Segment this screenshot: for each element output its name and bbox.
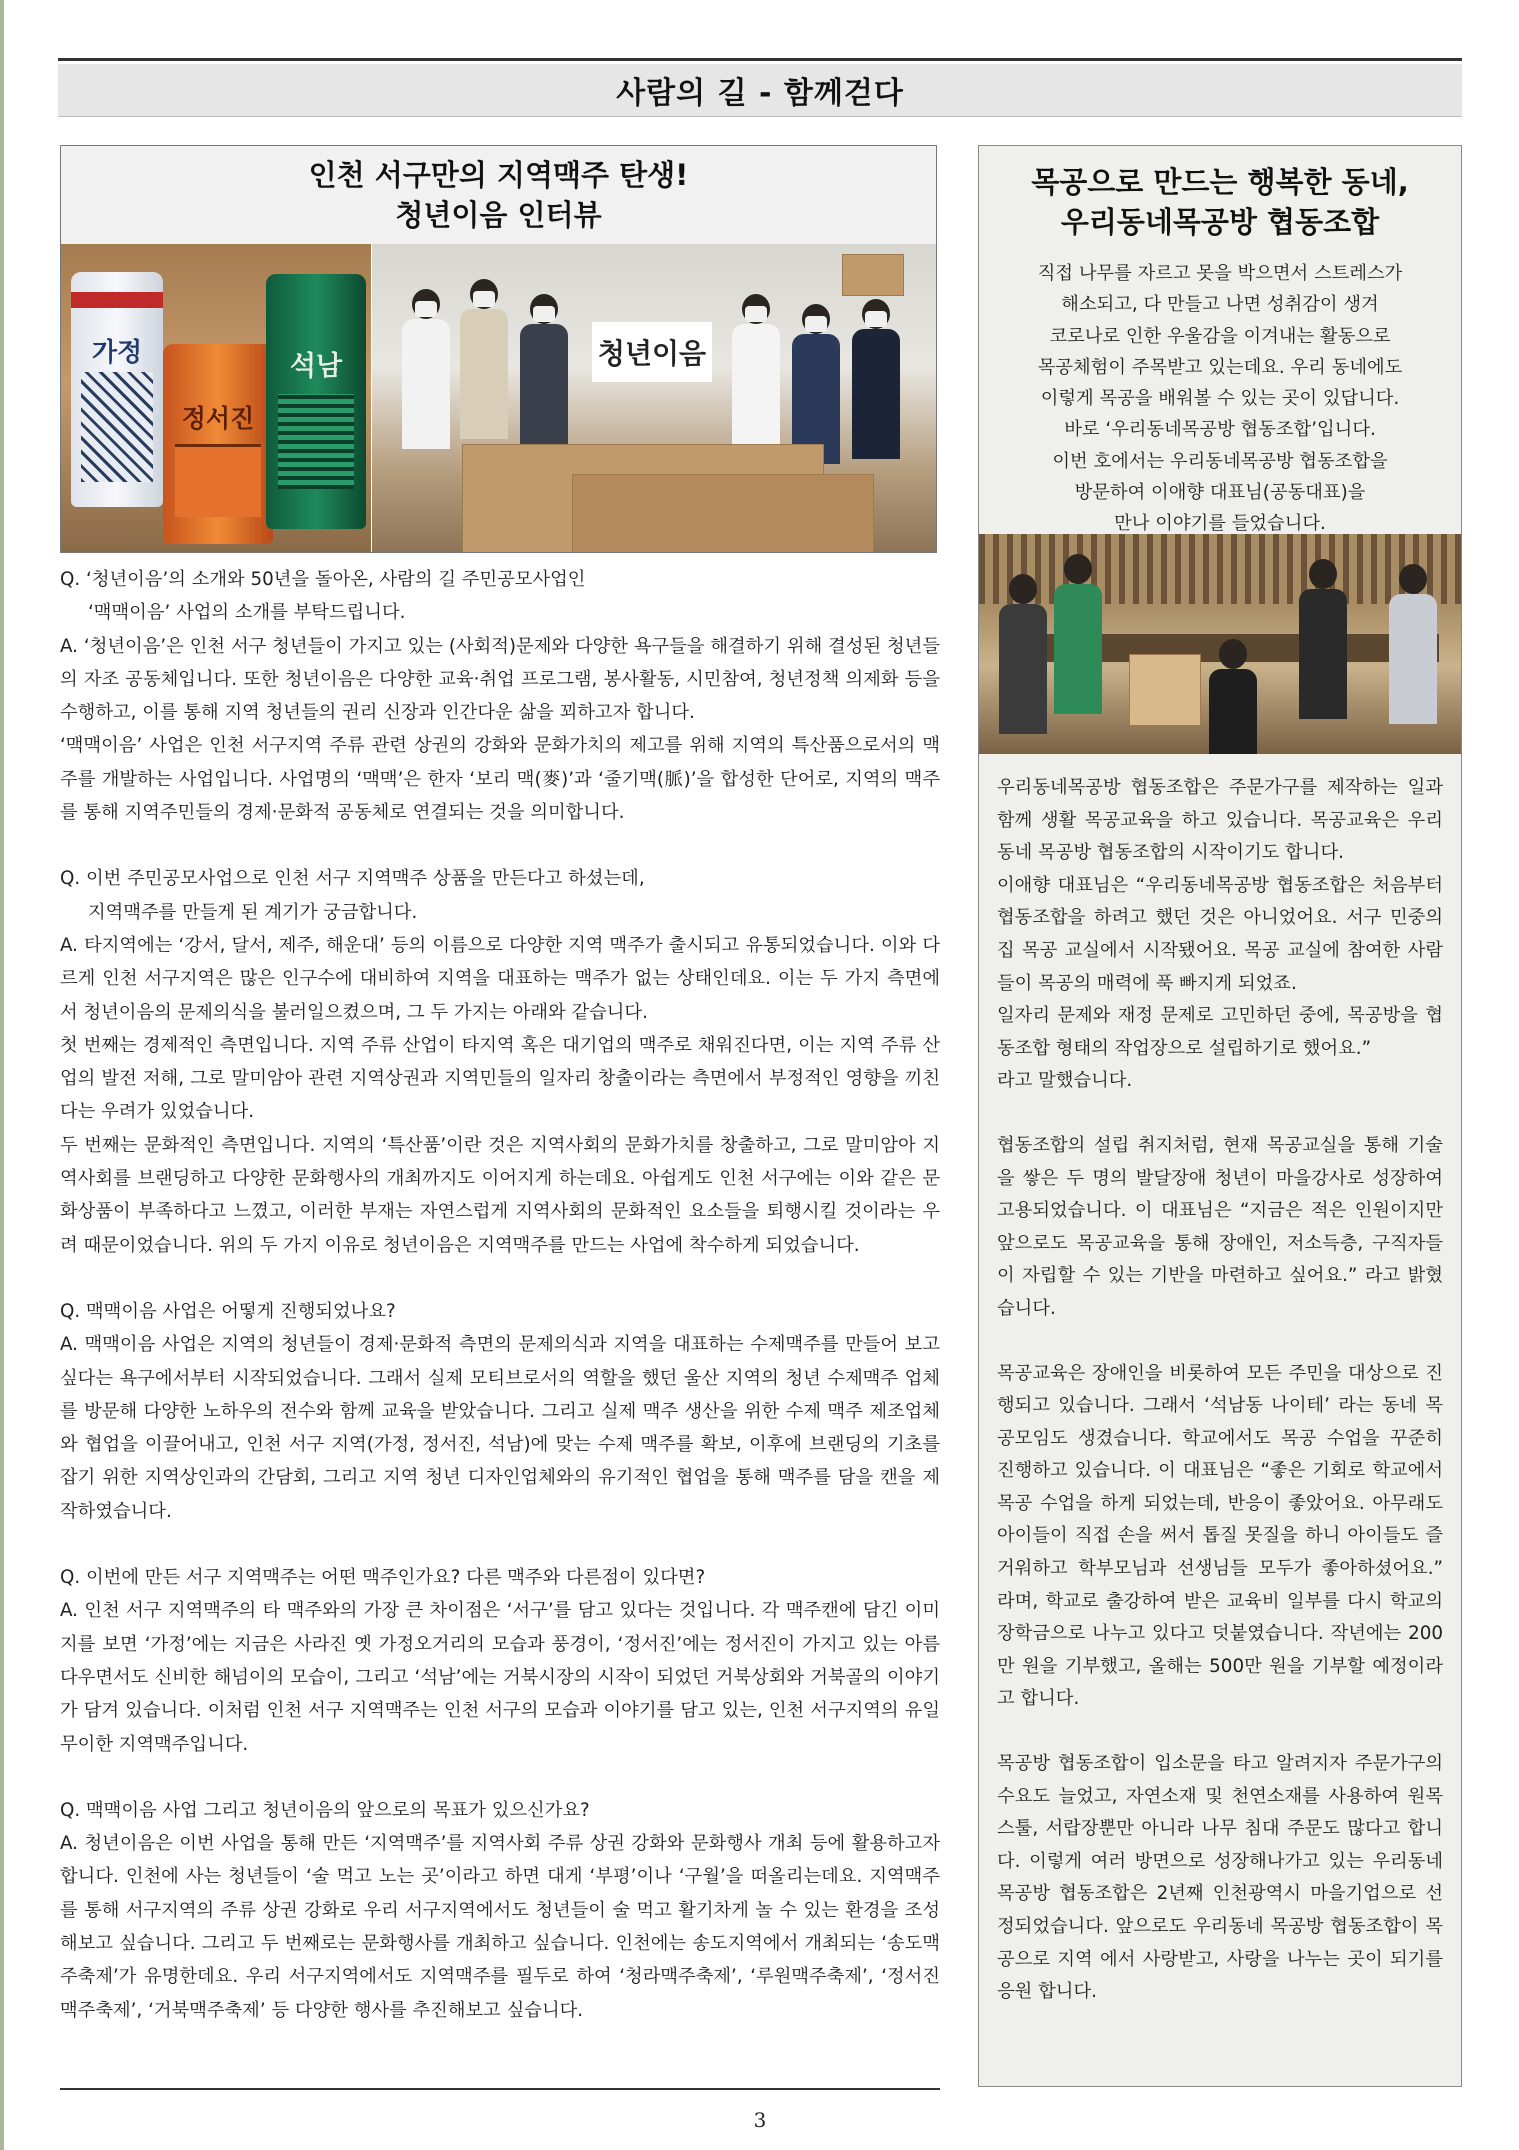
paragraph: 일자리 문제와 재정 문제로 고민하던 중에, 목공방을 협동조합 형태의 작업장으로 설립하기로 했어요.” <box>997 1005 1443 1059</box>
paragraph: ‘맥맥이음’ 사업의 소개를 부탁드립니다. <box>88 602 406 624</box>
footer-rule <box>60 2088 940 2090</box>
right-article-box <box>978 145 1462 2087</box>
paragraph: ‘맥맥이음’ 사업은 인천 서구지역 주류 관련 상권의 강화와 문화가치의 제고를 위해 지역의 특산품으로서의 맥주를 개발하는 사업입니다. 사업명의 ‘맥맥’은 한자 ‘보리 맥(麥)’과 ‘줄기맥(脈)’을 합성한 단어로, 지역의 맥주를 통해 지역주민들의 경제·문화적 공동체로 연결되는 것을 의미합니다. <box>60 735 940 824</box>
can-seoknam <box>266 274 366 529</box>
person <box>1054 554 1102 714</box>
spacer <box>60 829 940 862</box>
person <box>460 279 508 439</box>
intro-line: 해소되고, 다 만들고 나면 성취감이 생겨 <box>1061 294 1379 316</box>
person <box>732 294 780 454</box>
spacer <box>997 1098 1443 1130</box>
paragraph: 협동조합의 설립 취지처럼, 현재 목공교실을 통해 기술을 쌓은 두 명의 발달장애 청년이 마을강사로 성장하여 고용되었습니다. 이 대표님은 “지금은 적은 인원이지만 앞으로도 목공교육을 통해 장애인, 저소득층, 구직자들이 자립할 수 있는 기반을 마련하고 싶어요.” 라고 밝혔습니다. <box>997 1134 1443 1319</box>
section-title: 사람의 길 - 함께걷다 <box>616 76 904 111</box>
spacer <box>997 1326 1443 1358</box>
paragraph: 이애향 대표님은 “우리동네목공방 협동조합은 처음부터 협동조합을 하려고 했던 것은 아니었어요. 서구 민중의 집 목공 교실에서 시작됐어요. 목공 교실에 참여한 사람들이 목공의 매력에 푹 빠지게 되었죠. <box>997 874 1443 994</box>
woodworking-class-photo <box>979 534 1461 754</box>
paragraph: 우리동네목공방 협동조합은 주문가구를 제작하는 일과 함께 생활 목공교육을 하고 있습니다. 목공교육은 우리동네 목공방 협동조합의 시작이기도 합니다. <box>997 777 1443 864</box>
intro-line: 목공체험이 주목받고 있는데요. 우리 동네에도 <box>1037 356 1403 378</box>
intro-line: 이번 호에서는 우리동네목공방 협동조합을 <box>1052 450 1388 472</box>
paragraph: Q. 맥맥이음 사업은 어떻게 진행되었나요? <box>60 1300 396 1322</box>
left-article-title <box>61 146 936 244</box>
paragraph: Q. 이번 주민공모사업으로 인천 서구 지역맥주 상품을 만든다고 하셨는데, <box>60 868 645 890</box>
paragraph: 두 번째는 문화적인 측면입니다. 지역의 ‘특산품’이란 것은 지역사회의 문화가치를 창출하고, 그로 말미암아 지역사회를 브랜딩하고 다양한 문화행사의 개최까지도 이어지게 하는데요. 아쉽게도 인천 서구에는 이와 같은 문화상품이 부족하다고 느꼈고, 이러한 부재는 자연스럽게 지역사회의 문화적인 요소들을 퇴행시킬 것이라는 우려 때문이었습니다. 위의 두 가지 이유로 청년이음은 지역맥주를 만드는 사업에 착수하게 되었습니다. <box>60 1134 940 1256</box>
paragraph: A. ‘청년이음’은 인천 서구 청년들이 가지고 있는 (사회적)문제와 다양한 욕구들을 해결하기 위해 결성된 청년들의 자조 공동체입니다. 또한 청년이음은 다양한 교육·취업 프로그램, 봉사활동, 시민참여, 청년정책 의제화 등을 수행하고, 이를 통해 지역 청년들의 권리 신장과 인간다운 삶을 꾀하고자 합니다. <box>60 635 940 724</box>
person <box>402 289 450 449</box>
intro-line: 이렇게 목공을 배워볼 수 있는 곳이 있답니다. <box>1040 388 1400 410</box>
left-title-line-1: 인천 서구만의 지역맥주 탄생! <box>308 158 689 192</box>
section-header <box>58 64 1462 117</box>
left-article-body <box>60 563 940 2027</box>
intro-line: 직접 나무를 자르고 못을 박으면서 스트레스가 <box>1037 263 1403 284</box>
wooden-stool <box>1129 654 1201 726</box>
cheongnyeon-ieum-sign <box>592 322 712 382</box>
sign-text: 청년이음 <box>597 337 707 370</box>
beer-box <box>572 474 874 552</box>
paragraph: A. 청년이음은 이번 사업을 통해 만든 ‘지역맥주’를 지역사회 주류 상권 강화와 문화행사 개최 등에 활용하고자 합니다. 인천에 사는 청년들이 ‘술 먹고 노는 곳’이라고 하면 대게 ‘부평’이나 ‘구월’을 떠올리는데요. 지역맥주를 통해 서구지역의 주류 상권 강화로 우리 서구지역에서도 청년들이 술 먹고 활기차게 놀 수 있는 환경을 조성해보고 싶습니다. 그리고 두 번째로는 문화행사를 개최하고 싶습니다. 인천에는 송도지역에서 개최되는 ‘송도맥주축제’가 유명한데요. 우리 서구지역에서도 지역맥주를 필두로 하여 ‘청라맥주축제’, ‘루원맥주축제’, ‘정서진맥주축제’, ‘거북맥주축제’ 등 다양한 행사를 추진해보고 싶습니다. <box>60 1833 940 2021</box>
right-title-line-2: 우리동네목공방 협동조합 <box>1060 205 1380 239</box>
person <box>520 294 568 454</box>
paragraph: Q. ‘청년이음’의 소개와 50년을 돌아온, 사람의 길 주민공모사업인 <box>60 569 586 590</box>
person <box>792 304 840 464</box>
page-side-strip <box>0 0 4 2150</box>
held-beer-box <box>842 254 904 296</box>
can-label-jeongseojin: 정서진 <box>181 404 255 433</box>
paragraph: 첫 번째는 경제적인 측면입니다. 지역 주류 산업이 타지역 혹은 대기업의 맥주로 채워진다면, 이는 지역 주류 산업의 발전 저해, 그로 말미암아 관련 지역상권과 지역민들의 일자리 창출이라는 측면에서 부정적인 영향을 끼친다는 우려가 있었습니다. <box>60 1034 940 1123</box>
spacer <box>60 1262 940 1295</box>
paragraph: 지역맥주를 만들게 된 계기가 궁금합니다. <box>88 901 418 923</box>
beer-cans-photo <box>61 244 371 552</box>
right-title-line-1: 목공으로 만드는 행복한 동네, <box>1031 165 1409 199</box>
paragraph: 라고 말했습니다. <box>997 1070 1133 1092</box>
right-article-intro <box>979 258 1461 540</box>
person <box>999 574 1047 734</box>
paragraph: Q. 이번에 만든 서구 지역맥주는 어떤 맥주인가요? 다른 맥주와 다른점이 있다면? <box>60 1567 706 1589</box>
can-label-gajeong: 가정 <box>91 338 143 368</box>
intro-line: 만나 이야기를 들었습니다. <box>1114 513 1326 535</box>
right-article-title <box>979 146 1461 242</box>
intro-line: 방문하여 이애향 대표님(공동대표)을 <box>1074 482 1366 504</box>
right-article-body <box>997 772 1443 2009</box>
paragraph: A. 타지역에는 ‘강서, 달서, 제주, 해운대’ 등의 이름으로 다양한 지역 맥주가 출시되고 유통되었습니다. 이와 다르게 인천 서구지역은 많은 인구수에 대비하여 지역을 대표하는 맥주가 없는 상태인데요. 이는 두 가지 측면에서 청년이음의 문제의식을 불러일으켰으며, 그 두 가지는 아래와 같습니다. <box>60 934 940 1023</box>
left-article-box <box>60 145 937 553</box>
person <box>1389 564 1437 724</box>
group-interview-photo <box>372 244 936 552</box>
left-title-line-2: 청년이음 인터뷰 <box>395 198 602 232</box>
spacer <box>997 1716 1443 1748</box>
can-label-seoknam: 석남 <box>289 351 343 382</box>
page-number: 3 <box>753 2108 767 2132</box>
person <box>1299 559 1347 719</box>
paragraph: Q. 맥맥이음 사업 그리고 청년이음의 앞으로의 목표가 있으신가요? <box>60 1799 590 1821</box>
paragraph: 목공교육은 장애인을 비롯하여 모든 주민을 대상으로 진행되고 있습니다. 그래서 ‘석남동 나이테’ 라는 동네 목공모임도 생겼습니다. 학교에서도 목공 수업을 꾸준히 진행하고 있습니다. 이 대표님은 “좋은 기회로 학교에서 목공 수업을 하게 되었는데, 반응이 좋았어요. 아무래도 아이들이 직접 손을 써서 톱질 못질을 하니 아이들도 즐거워하고 학부모님과 선생님들 모두가 좋아하셨어요.” 라며, 학교로 출강하여 받은 교육비 일부를 다시 학교의 장학금으로 나누고 있다고 덧붙였습니다. 작년에는 200만 원을 기부했고, 올해는 500만 원을 기부할 예정이라고 합니다. <box>997 1362 1443 1710</box>
person <box>852 299 900 459</box>
header-rule <box>58 58 1462 61</box>
spacer <box>60 1761 940 1794</box>
can-jeongseojin <box>163 344 273 544</box>
paragraph: A. 인천 서구 지역맥주의 타 맥주와의 가장 큰 차이점은 ‘서구’를 담고 있다는 것입니다. 각 맥주캔에 담긴 이미지를 보면 ‘가정’에는 지금은 사라진 옛 가정오거리의 모습과 풍경이, ‘정서진’에는 정서진이 가지고 있는 아름다우면서도 신비한 해넘이의 모습이, 그리고 ‘석남’에는 거북시장의 시작이 되었던 거북상회와 거북골의 이야기가 담겨 있습니다. 이처럼 인천 서구 지역맥주는 인천 서구의 모습과 이야기를 담고 있는, 인천 서구지역의 유일무이한 지역맥주입니다. <box>60 1600 940 1755</box>
intro-line: 바로 ‘우리동네목공방 협동조합’입니다. <box>1064 419 1376 441</box>
paragraph: 목공방 협동조합이 입소문을 타고 알려지자 주문가구의 수요도 늘었고, 자연소재 및 천연소재를 사용하여 원목스툴, 서랍장뿐만 아니라 나무 침대 주문도 많다고 합니다. 이렇게 여러 방면으로 성장해나가고 있는 우리동네목공방 협동조합은 2년째 인천광역시 마을기업으로 선정되었습니다. 앞으로도 우리동네 목공방 협동조합이 목공으로 지역 에서 사랑받고, 사랑을 나누는 곳이 되기를 응원 합니다. <box>997 1753 1443 2003</box>
paragraph: A. 맥맥이음 사업은 지역의 청년들이 경제·문화적 측면의 문제의식과 지역을 대표하는 수제맥주를 만들어 보고 싶다는 욕구에서부터 시작되었습니다. 그래서 실제 모티브로서의 역할을 했던 울산 지역의 청년 수제맥주 업체를 방문해 다양한 노하우의 전수와 함께 교육을 받았습니다. 그리고 실제 맥주 생산을 위한 수제 맥주 제조업체와 협업을 이끌어내고, 인천 서구 지역(가정, 정서진, 석남)에 맞는 수제 맥주를 확보, 이후에 브랜딩의 기초를 잡기 위한 지역상인과의 간담회, 그리고 지역 청년 디자인업체와의 유기적인 협업을 통해 맥주를 담을 캔을 제작하였습니다. <box>60 1334 940 1522</box>
spacer <box>60 1528 940 1561</box>
can-gajeong <box>71 272 163 507</box>
person <box>1209 639 1257 754</box>
intro-line: 코로나로 인한 우울감을 이겨내는 활동으로 <box>1049 325 1391 347</box>
